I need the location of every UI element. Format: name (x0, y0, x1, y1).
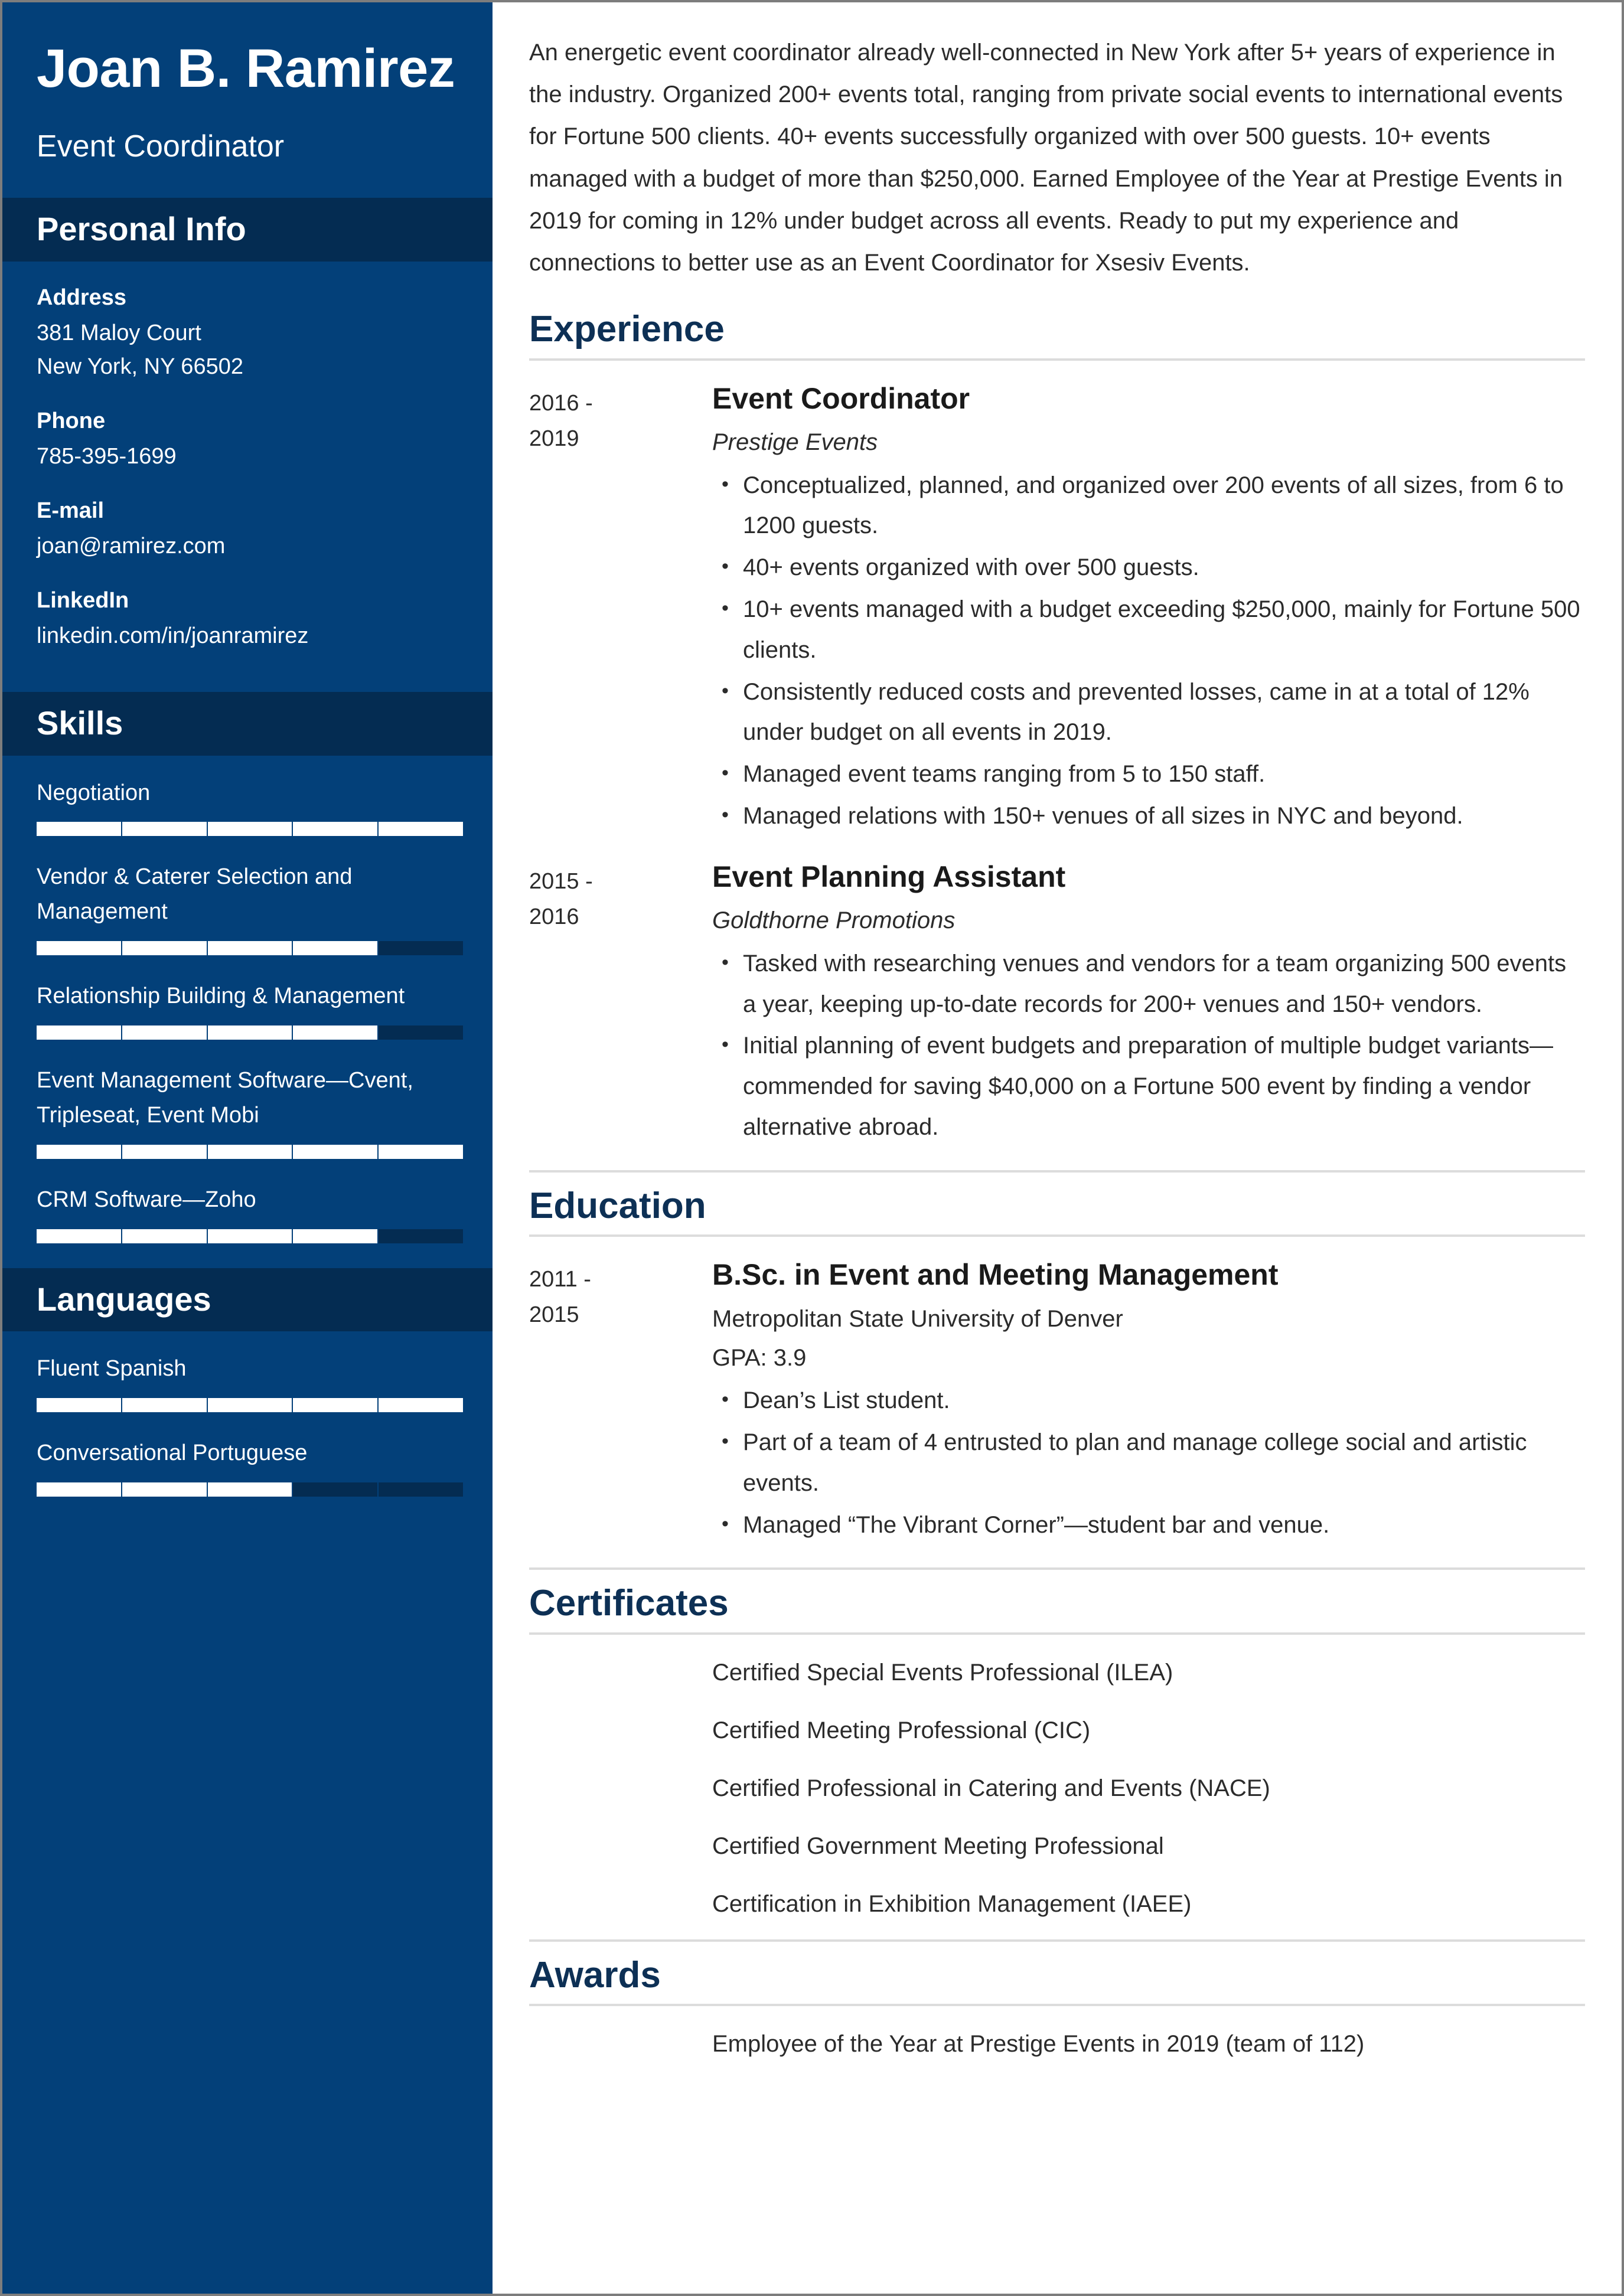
skill-level-segment (293, 822, 379, 836)
skill-level-segment (122, 822, 208, 836)
certificates-section (529, 1567, 1585, 1921)
contact-group (37, 584, 458, 653)
list-item: Certification in Exhibition Management (IAEE) (712, 1890, 1192, 1917)
contact-label: Address (37, 285, 127, 310)
entry-employer: Prestige Events (712, 429, 878, 455)
skill-level-segment (122, 1145, 208, 1159)
languages-list (37, 1351, 458, 1497)
skill-name: CRM Software—Zoho (37, 1187, 256, 1212)
contact-list (37, 282, 458, 653)
education-top-divider (529, 1170, 1585, 1173)
entry-bullet: • 10+ events managed with a budget exceeding $250,000, mainly for Fortune 500 clients. (743, 589, 1585, 671)
skill-level-segment (37, 1229, 122, 1243)
education-divider (529, 1234, 1585, 1237)
skill-level-segment (379, 1229, 463, 1243)
entry-bullet: • Part of a team of 4 entrusted to plan and manage college social and artistic events. (743, 1422, 1585, 1504)
entry-bullet: • Conceptualized, planned, and organized over 200 events of all sizes, from 6 to 1200 guests. (743, 465, 1585, 547)
skill-level-segment (379, 1398, 463, 1412)
contact-group (37, 495, 458, 563)
skill-level-segment (208, 1398, 294, 1412)
skill-name: Conversational Portuguese (37, 1441, 308, 1466)
contact-value: linkedin.com/in/joanramirez (37, 623, 309, 648)
skill-level-segment (122, 1025, 208, 1040)
languages-heading: Languages (37, 1280, 211, 1318)
awards-list (529, 2026, 1585, 2062)
skill-level-bar (37, 1145, 463, 1159)
list-item: Certified Professional in Catering and Events (NACE) (712, 1775, 1270, 1801)
skill-level-segment (208, 822, 294, 836)
skill-row (37, 776, 458, 837)
resume-entry (529, 859, 1585, 1149)
skill-level-segment (293, 1482, 379, 1497)
resume-entry (529, 381, 1585, 838)
certificates-heading: Certificates (529, 1583, 729, 1624)
skill-level-segment (293, 1229, 379, 1243)
skill-level-segment (379, 1482, 463, 1497)
skill-level-segment (122, 1229, 208, 1243)
skill-level-bar (37, 941, 463, 955)
skill-level-segment (208, 1482, 294, 1497)
entry-date-to: 2016 (529, 904, 579, 929)
skills-heading: Skills (37, 704, 123, 742)
skill-row (37, 1183, 458, 1243)
skill-level-segment (37, 822, 122, 836)
skill-level-segment (379, 822, 463, 836)
professional-summary: An energetic event coordinator already well-connected in New York after 5+ years of experience in the industry. Organized 200+ events total, ranging from private social events to international events for Fortune 500 clients. 40+ events successfully organized with over 500 guests. 10+ events managed with a budget of more than $250,000. Earned Employee of the Year at Prestige Events in 2019 for coming in 12% under budget across all events. Ready to put my experience and connections to better use as an Event Coordinator for Xsesiv Events. (529, 40, 1563, 276)
skill-row (37, 1063, 458, 1159)
entry-bullet: • Initial planning of event budgets and preparation of multiple budget variants—commended for saving $40,000 on a Fortune 500 event by finding a vendor alternative abroad. (743, 1025, 1585, 1147)
education-section (529, 1170, 1585, 1547)
skill-name: Negotiation (37, 780, 151, 805)
skill-level-segment (293, 1145, 379, 1159)
list-item: Certified Government Meeting Professional (712, 1833, 1164, 1859)
skill-row (37, 860, 458, 955)
skill-level-segment (37, 941, 122, 955)
skill-level-bar (37, 1482, 463, 1497)
personal-info-heading: Personal Info (37, 210, 246, 247)
contact-label: LinkedIn (37, 587, 129, 613)
entry-dates (529, 1257, 712, 1332)
entry-title: Event Planning Assistant (712, 860, 1066, 893)
awards-section (529, 1939, 1585, 2062)
entry-date-from: 2015 - (529, 868, 593, 894)
skill-level-segment (208, 1025, 294, 1040)
skill-level-segment (37, 1145, 122, 1159)
certificates-list (529, 1655, 1585, 1922)
skills-list (37, 776, 458, 1243)
awards-divider (529, 2004, 1585, 2006)
skill-row (37, 979, 458, 1040)
entry-dates (529, 381, 712, 456)
skills-body (2, 756, 493, 1268)
skill-level-segment (379, 1145, 463, 1159)
sidebar (2, 2, 493, 2294)
education-heading: Education (529, 1185, 706, 1226)
skill-level-bar (37, 1398, 463, 1412)
personal-info-body (2, 262, 493, 692)
list-item: Employee of the Year at Prestige Events in 2019 (team of 112) (712, 2031, 1365, 2057)
contact-label: E-mail (37, 498, 105, 523)
experience-section (529, 309, 1585, 1149)
skill-level-segment (293, 941, 379, 955)
experience-entries (529, 381, 1585, 1149)
entry-title: B.Sc. in Event and Meeting Management (712, 1258, 1279, 1292)
contact-group (37, 282, 458, 384)
contact-group (37, 405, 458, 473)
awards-heading: Awards (529, 1954, 661, 1995)
languages-header (2, 1268, 493, 1332)
candidate-job-title: Event Coordinator (37, 129, 285, 164)
entry-bullet: • 40+ events organized with over 500 guests. (743, 547, 1585, 588)
entry-bullet: • Managed “The Vibrant Corner”—student bar and venue. (743, 1505, 1585, 1546)
certificates-divider (529, 1632, 1585, 1635)
skill-row (37, 1351, 458, 1412)
entry-date-from: 2016 - (529, 390, 593, 416)
entry-bullet-list (712, 465, 1585, 837)
skill-level-segment (208, 1145, 294, 1159)
contact-value: joan@ramirez.com (37, 533, 226, 559)
skills-header (2, 692, 493, 756)
skill-level-bar (37, 822, 463, 836)
entry-date-from: 2011 - (529, 1267, 591, 1292)
skill-name: Relationship Building & Management (37, 984, 405, 1009)
entry-date-to: 2015 (529, 1302, 579, 1328)
entry-body (712, 381, 1585, 838)
main-content (493, 2, 1622, 2294)
candidate-name: Joan B. Ramirez (37, 38, 455, 99)
entry-bullet: • Managed event teams ranging from 5 to 150 staff. (743, 754, 1585, 795)
resume-entry (529, 1257, 1585, 1546)
contact-value: 785-395-1699 (37, 443, 177, 469)
skill-level-segment (208, 1229, 294, 1243)
skill-level-segment (379, 1025, 463, 1040)
list-item: Certified Special Events Professional (ILEA) (712, 1659, 1173, 1686)
entry-title: Event Coordinator (712, 381, 970, 415)
entry-bullet: • Managed relations with 150+ venues of all sizes in NYC and beyond. (743, 796, 1585, 837)
skill-level-segment (208, 941, 294, 955)
skill-level-segment (293, 1025, 379, 1040)
skill-level-segment (122, 1482, 208, 1497)
contact-value: New York, NY 66502 (37, 354, 243, 379)
certificates-top-divider (529, 1567, 1585, 1570)
skill-level-segment (37, 1398, 122, 1412)
skill-row (37, 1436, 458, 1497)
skill-level-segment (379, 941, 463, 955)
name-block (2, 2, 493, 198)
education-entries (529, 1257, 1585, 1546)
skill-name: Event Management Software—Cvent, Tripleseat, Event Mobi (37, 1068, 413, 1128)
skill-name: Fluent Spanish (37, 1356, 187, 1381)
entry-body (712, 859, 1585, 1149)
personal-info-header (2, 198, 493, 262)
entry-school: Metropolitan State University of Denver (712, 1306, 1123, 1332)
entry-body (712, 1257, 1585, 1546)
experience-heading: Experience (529, 309, 725, 350)
entry-employer: Goldthorne Promotions (712, 907, 956, 933)
experience-divider (529, 358, 1585, 361)
skill-level-bar (37, 1025, 463, 1040)
entry-dates (529, 859, 712, 935)
entry-bullet: • Dean’s List student. (743, 1380, 1585, 1421)
contact-label: Phone (37, 408, 106, 433)
entry-gpa: GPA: 3.9 (712, 1345, 807, 1371)
skill-level-segment (122, 941, 208, 955)
entry-bullet-list (712, 1380, 1585, 1545)
awards-top-divider (529, 1939, 1585, 1942)
skill-level-segment (293, 1398, 379, 1412)
entry-date-to: 2019 (529, 426, 579, 451)
languages-body (2, 1331, 493, 1521)
contact-value: 381 Maloy Court (37, 320, 201, 345)
entry-bullet-list (712, 943, 1585, 1148)
list-item: Certified Meeting Professional (CIC) (712, 1717, 1091, 1743)
skill-level-segment (37, 1482, 122, 1497)
skill-level-segment (37, 1025, 122, 1040)
entry-bullet: • Consistently reduced costs and prevented losses, came in at a total of 12% under budget on all events in 2019. (743, 672, 1585, 753)
skill-level-bar (37, 1229, 463, 1243)
skill-name: Vendor & Caterer Selection and Management (37, 864, 353, 925)
entry-bullet: • Tasked with researching venues and vendors for a team organizing 500 events a year, keeping up-to-date records for 200+ venues and 150+ vendors. (743, 943, 1585, 1025)
skill-level-segment (122, 1398, 208, 1412)
